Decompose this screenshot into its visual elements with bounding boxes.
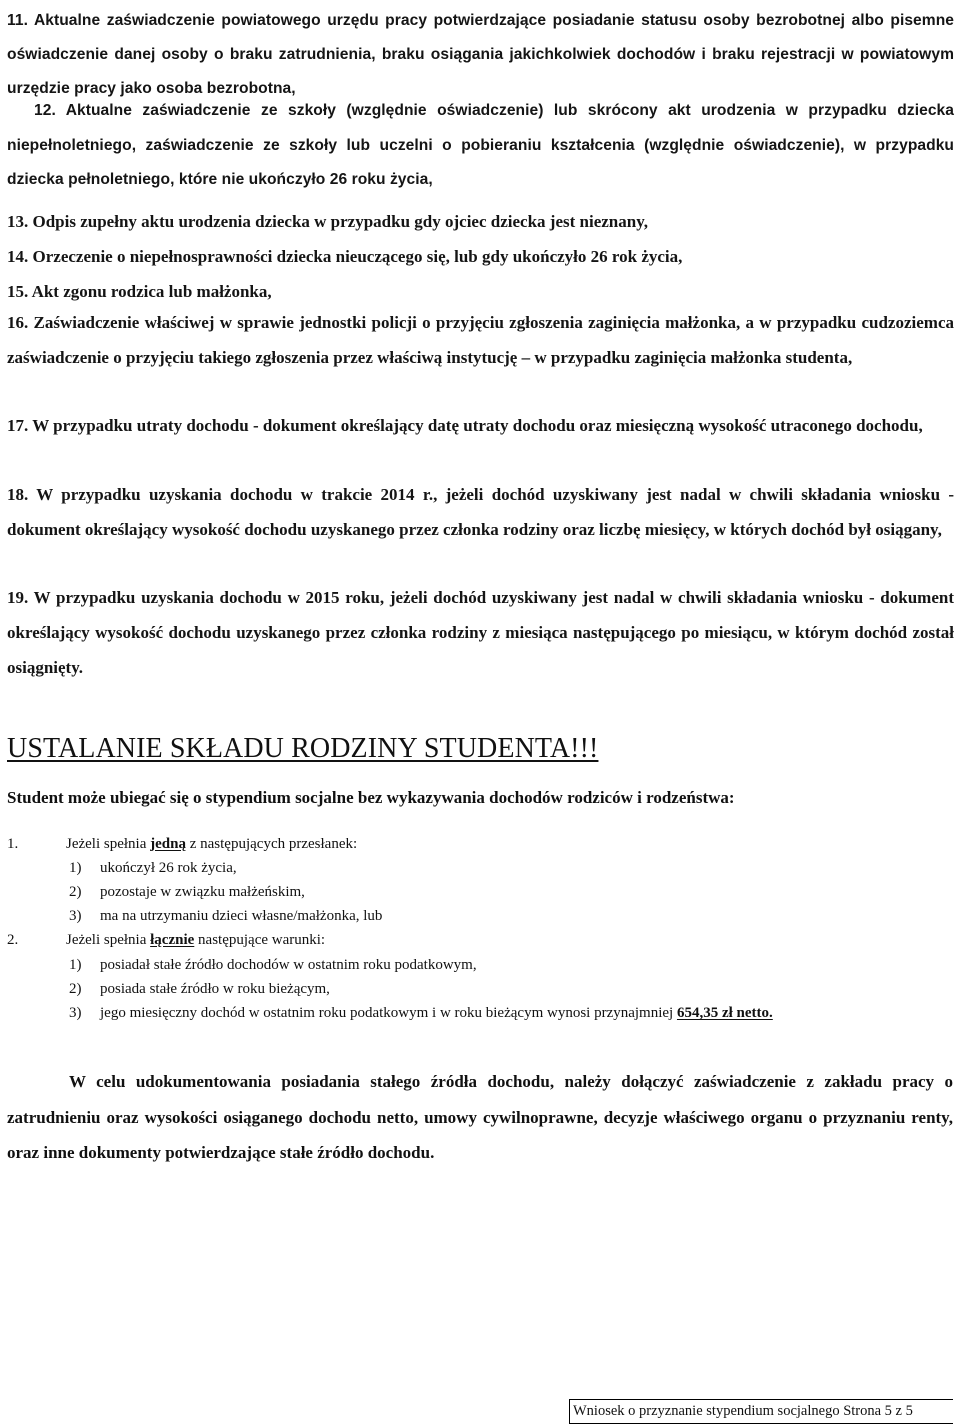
condition-text: Jeżeli spełnia łącznie następujące warunki: [66,932,326,948]
requirement-item-17 [7,408,954,443]
item-number: 17. [7,416,29,435]
emphasis-jointly: łącznie [150,932,195,948]
item-text: W przypadku uzyskania dochodu w 2015 roku, jeżeli dochód uzyskiwany jest nadal w chwili składania wniosku - dokument określający wysokość dochodu uzyskanego przez członka rodziny z miesiąca następującego po miesiącu, w którym dochód został osiągnięty. [7,588,954,677]
condition-1 [7,836,907,856]
section-heading: USTALANIE SKŁADU RODZINY STUDENTA!!! [7,733,599,764]
requirement-item-14 [7,240,954,274]
item-number: 19. [7,588,29,607]
item-number: 14. [7,247,29,266]
item-number: 12. [34,102,56,119]
item-number: 13. [7,212,29,231]
item-text: Odpis zupełny aktu urodzenia dziecka w przypadku gdy ojciec dziecka jest nieznany, [32,212,649,231]
requirement-item-11 [7,4,954,106]
item-text: W przypadku utraty dochodu - dokument określający datę utraty dochodu oraz miesięczną wysokość utraconego dochodu, [32,416,923,435]
condition-2-sub-1: 1) posiadał stałe źródło dochodów w ostatnim roku podatkowym, [69,957,477,973]
condition-number: 2. [7,932,19,948]
income-threshold: 654,35 zł netto. [676,1005,773,1021]
condition-2 [7,932,907,952]
requirement-item-19 [7,580,954,685]
requirement-item-13 [7,205,954,239]
requirement-item-18 [7,477,954,547]
item-text: Aktualne zaświadczenie ze szkoły (względnie oświadczenie) lub skrócony akt urodzenia w przypadku dziecka niepełnoletniego, zaświadczenie ze szkoły lub uczelni o pobieraniu kształcenia (względnie oświadczenie), w przypadku dziecka pełnoletniego, które nie ukończyło 26 roku życia, [7,102,954,188]
item-number: 15. [7,282,29,301]
item-text: W przypadku uzyskania dochodu w trakcie 2014 r., jeżeli dochód uzyskiwany jest nadal w chwili składania wniosku - dokument określający wysokość dochodu uzyskanego przez członka rodziny oraz liczbę miesięcy, w których dochód był osiągany, [7,485,954,539]
condition-2-sub-3: 3) jego miesięczny dochód w ostatnim roku podatkowym i w roku bieżącym wynosi przynajmniej 654,35 zł netto. [69,1005,773,1021]
closing-paragraph: W celu udokumentowania posiadania stałego źródła dochodu, należy dołączyć zaświadczenie z zakładu pracy o zatrudnieniu oraz wysokości osiąganego dochodu netto, umowy cywilnoprawne, decyzje właściwego organu o przyznaniu renty, oraz inne dokumenty potwierdzające stałe źródło dochodu. [7,1072,953,1162]
condition-1-sub-2: 2) pozostaje w związku małżeńskim, [69,884,305,900]
condition-1-sub-1: 1) ukończył 26 rok życia, [69,860,237,876]
condition-text: Jeżeli spełnia jedną z następujących przesłanek: [66,836,358,852]
item-text: Zaświadczenie właściwej w sprawie jednostki policji o przyjęciu zgłoszenia zaginięcia małżonka, a w przypadku cudzoziemca zaświadczenie o przyjęciu takiego zgłoszenia przez właściwą instytucję – w przypadku zaginięcia małżonka studenta, [7,313,954,367]
item-number: 18. [7,485,29,504]
condition-number: 1. [7,836,19,852]
emphasis-one: jedną [150,836,186,852]
item-number: 16. [7,313,29,332]
condition-2-sub-2: 2) posiada stałe źródło w roku bieżącym, [69,981,330,997]
condition-1-sub-3: 3) ma na utrzymaniu dzieci własne/małżonka, lub [69,908,383,924]
item-number: 11. [7,12,28,29]
item-text: Aktualne zaświadczenie powiatowego urzędu pracy potwierdzające posiadanie statusu osoby bezrobotnej albo pisemne oświadczenie danej osoby o braku zatrudnienia, braku osiągania jakichkolwiek dochodów i braku rejestracji w powiatowym urzędzie pracy jako osoba bezrobotna, [7,12,954,97]
item-text: Akt zgonu rodzica lub małżonka, [31,282,272,301]
requirement-item-16 [7,306,954,375]
requirement-item-12 [7,94,954,198]
page-footer: Wniosek o przyznanie stypendium socjalnego Strona 5 z 5 [569,1399,953,1424]
requirement-item-15 [7,275,954,309]
item-text: Orzeczenie o niepełnosprawności dziecka nieuczącego się, lub gdy ukończyło 26 rok życia, [32,247,683,266]
section-intro: Student może ubiegać się o stypendium socjalne bez wykazywania dochodów rodziców i rodzeństwa: [7,788,735,807]
